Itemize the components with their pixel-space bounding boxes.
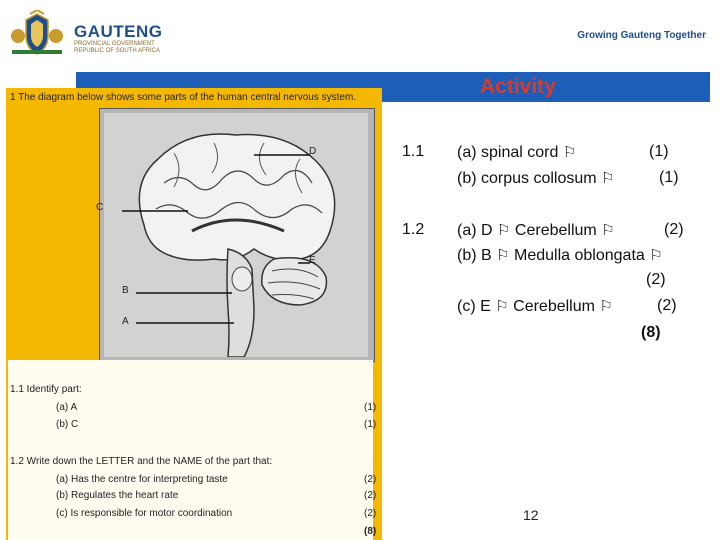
answer-1-2-b-name: Medulla oblongata bbox=[514, 247, 645, 264]
coat-of-arms-icon bbox=[8, 10, 66, 58]
label-d: D bbox=[309, 146, 317, 157]
answer-1-2-b-mark: (2) bbox=[646, 271, 666, 288]
brand-subtitle-line-2: REPUBLIC OF SOUTH AFRICA bbox=[74, 48, 161, 54]
tick-icon: ⚐ bbox=[649, 247, 663, 264]
answer-1-2-a-letter: (a) D bbox=[457, 222, 493, 239]
answer-number-1-1: 1.1 bbox=[402, 143, 425, 160]
q11-b-mark: (1) bbox=[364, 419, 377, 430]
answer-1-1-a-mark: (1) bbox=[649, 143, 669, 160]
label-b: B bbox=[122, 285, 129, 296]
q11-title: 1.1 Identify part: bbox=[10, 384, 82, 395]
tick-icon: ⚐ bbox=[496, 247, 510, 264]
answer-1-2-b-letter: (b) B bbox=[457, 247, 492, 264]
question-intro: 1 The diagram below shows some parts of the human central nervous system. bbox=[10, 92, 357, 103]
q12-a-mark: (2) bbox=[364, 474, 377, 485]
tick-icon: ⚐ bbox=[495, 298, 509, 315]
answer-1-1-a bbox=[457, 143, 576, 162]
label-a: A bbox=[122, 316, 129, 327]
tick-icon: ⚐ bbox=[497, 222, 511, 239]
tick-icon: ⚐ bbox=[601, 170, 615, 187]
answer-1-2-a bbox=[457, 221, 615, 240]
tick-icon: ⚐ bbox=[562, 144, 577, 161]
q12-b: (b) Regulates the heart rate bbox=[56, 490, 179, 501]
answer-1-1-b-text: (b) corpus collosum bbox=[457, 170, 597, 187]
answer-1-2-b bbox=[457, 246, 663, 265]
brain-icon bbox=[104, 113, 368, 357]
brain-diagram-background bbox=[104, 113, 368, 357]
answer-1-2-c-letter: (c) E bbox=[457, 298, 491, 315]
answer-number-1-2: 1.2 bbox=[402, 221, 425, 238]
answer-1-1-a-text: (a) spinal cord bbox=[457, 144, 559, 161]
answer-1-2-c-name: Cerebellum bbox=[513, 298, 595, 315]
label-c: C bbox=[96, 202, 104, 213]
label-e: E bbox=[309, 255, 316, 266]
answer-total: (8) bbox=[641, 324, 661, 341]
q12-title: 1.2 Write down the LETTER and the NAME of the part that: bbox=[10, 456, 273, 467]
q12-a: (a) Has the centre for interpreting taste bbox=[56, 474, 228, 485]
q11-a-mark: (1) bbox=[364, 402, 377, 413]
brand-subtitle-line-1: PROVINCIAL GOVERNMENT bbox=[74, 41, 155, 47]
q11-b: (b) C bbox=[56, 419, 79, 430]
answer-1-1-b bbox=[457, 169, 615, 188]
q12-b-mark: (2) bbox=[364, 490, 377, 501]
answer-1-1-b-mark: (1) bbox=[659, 169, 679, 186]
answer-1-2-a-mark: (2) bbox=[664, 221, 684, 238]
tagline: Growing Gauteng Together bbox=[577, 30, 706, 41]
q12-c-mark: (2) bbox=[364, 508, 377, 519]
question-total-mark: (8) bbox=[364, 526, 377, 537]
brand-subtitle bbox=[74, 41, 160, 55]
activity-title: Activity bbox=[480, 75, 556, 98]
answer-1-2-a-name: Cerebellum bbox=[514, 222, 597, 239]
answer-1-2-c-mark: (2) bbox=[657, 297, 677, 314]
brand-name: GAUTENG bbox=[74, 22, 163, 41]
tick-icon: ⚐ bbox=[599, 298, 613, 315]
page-number: 12 bbox=[523, 507, 539, 523]
tick-icon: ⚐ bbox=[601, 222, 615, 239]
answer-1-2-c bbox=[457, 297, 613, 316]
gauteng-logo bbox=[8, 8, 168, 60]
brain-diagram bbox=[99, 108, 375, 362]
q12-c: (c) Is responsible for motor coordination bbox=[56, 508, 233, 519]
q11-a: (a) A bbox=[56, 402, 78, 413]
